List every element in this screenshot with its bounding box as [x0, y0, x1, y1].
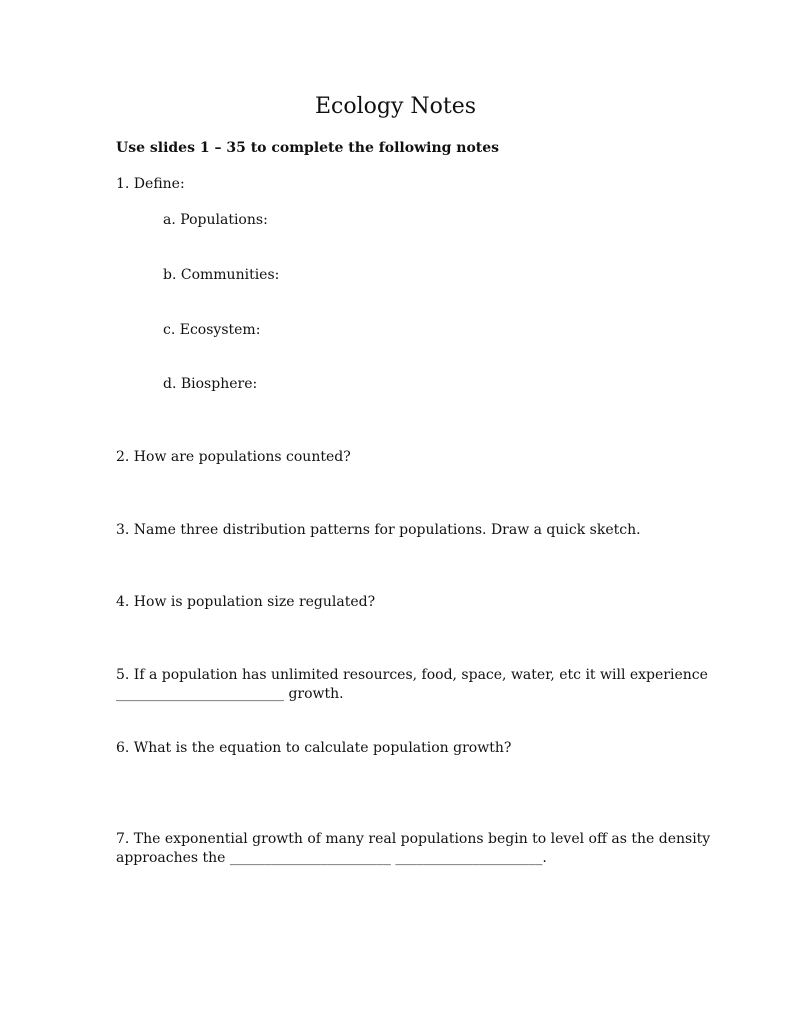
- instructions: Use slides 1 – 35 to complete the following notes: [116, 140, 500, 156]
- question-1-item-ecosystem: c. Ecosystem:: [163, 322, 261, 338]
- question-5-line-2: ________________________ growth.: [116, 686, 344, 702]
- question-7-line-2: approaches the _______________________ _____________________.: [116, 850, 547, 866]
- question-1-item-populations: a. Populations:: [163, 212, 268, 228]
- question-1-item-communities: b. Communities:: [163, 267, 280, 283]
- question-6: 6. What is the equation to calculate population growth?: [116, 740, 512, 756]
- question-2: 2. How are populations counted?: [116, 449, 351, 465]
- question-5-line-1: 5. If a population has unlimited resources, food, space, water, etc it will experience: [116, 667, 708, 683]
- question-1-item-biosphere: d. Biosphere:: [163, 376, 258, 392]
- question-7-line-1: 7. The exponential growth of many real populations begin to level off as the density: [116, 831, 711, 847]
- question-1: 1. Define:: [116, 176, 185, 192]
- question-4: 4. How is population size regulated?: [116, 594, 376, 610]
- question-3: 3. Name three distribution patterns for populations. Draw a quick sketch.: [116, 522, 641, 538]
- page-title: Ecology Notes: [314, 94, 477, 119]
